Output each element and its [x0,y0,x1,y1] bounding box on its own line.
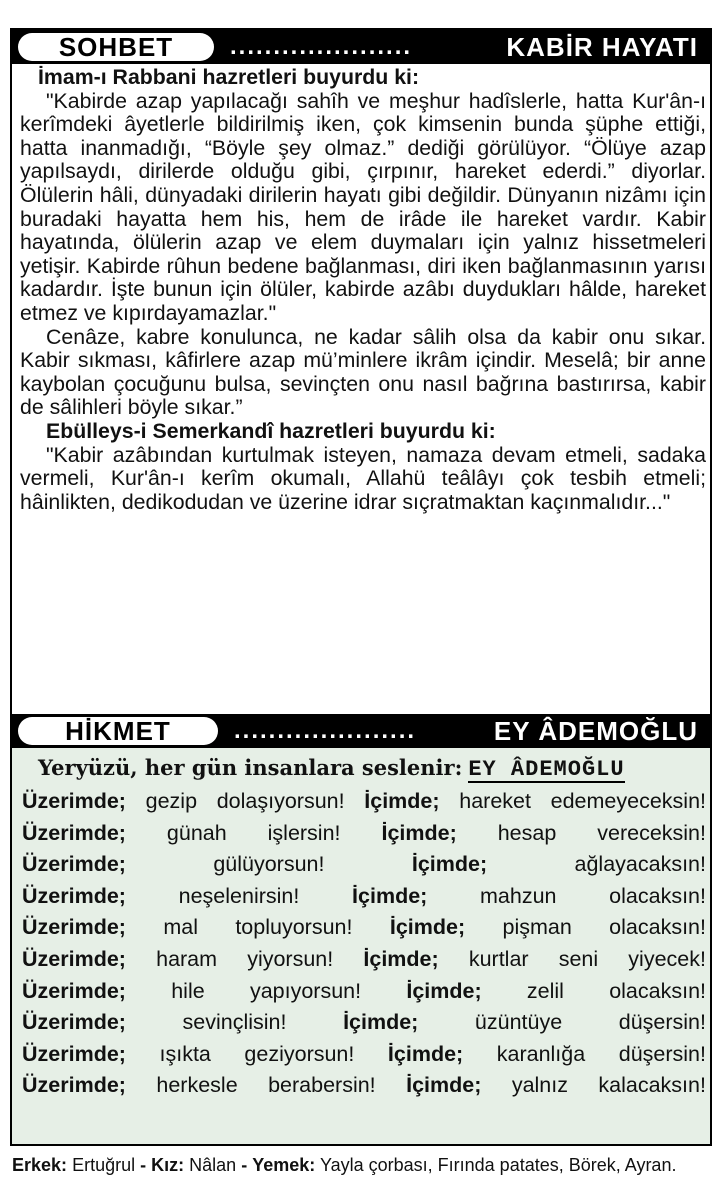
line-text-surface: hile yapıyorsun! [171,978,362,1003]
lead-tag: EY ÂDEMOĞLU [468,757,625,782]
keyword-icimde: İçimde; [411,852,488,877]
line-text-surface: neşelenirsin! [178,883,300,908]
footer-line [12,1152,716,1178]
keyword-icimde: İçimde; [352,883,428,908]
line-text-surface: gülüyorsun! [213,852,325,877]
keyword-uzerimde: Üzerimde; [22,946,126,971]
hikmet-header-bar [12,714,710,748]
quote-intro-imam-rabbani: İmam-ı Rabbani hazretleri buyurdu ki: [38,65,420,89]
erkek-value: Ertuğrul [72,1155,136,1175]
hikmet-line [22,1007,706,1039]
line-text-inside: hareket edemeyeceksin! [459,789,706,813]
keyword-uzerimde: Üzerimde; [22,1073,126,1098]
keyword-uzerimde: Üzerimde; [22,915,126,940]
lead-text: Yeryüzü, her gün insanlara seslenir: [38,755,463,780]
line-text-inside: hesap vereceksin! [497,820,706,845]
keyword-uzerimde: Üzerimde; [22,1041,126,1066]
hikmet-line [22,944,706,976]
hikmet-line [22,849,706,881]
keyword-icimde: İçimde; [406,1073,482,1098]
hikmet-line [22,1039,706,1071]
hikmet-label: HİKMET [18,717,218,745]
yemek-value: Yayla çorbası, Fırında patates, Börek, Ayran. [319,1155,677,1175]
keyword-uzerimde: Üzerimde; [22,852,126,877]
line-text-inside: zelil olacaksın! [526,978,706,1003]
section-title-kabir-hayati: KABİR HAYATI [506,32,698,62]
line-text-inside: karanlığa düşersin! [496,1041,706,1066]
paragraph-2: Cenâze, kabre konulunca, ne kadar sâlih olsa da kabir onu sıkar. Kabir sıkması, kâfirlere azap mü’minlere ikrâm içindir. Meselâ; bir anne kaybolan çocuğunu bulsa, sevinçten onu nasıl bağrına bastırırsa, kabir de sâlihleri böyle sıkar.” [20,324,706,420]
keyword-uzerimde: Üzerimde; [22,789,126,813]
sohbet-header-bar [12,30,710,64]
separator: - [241,1155,248,1175]
line-text-surface: herkesle berabersin! [156,1073,376,1098]
keyword-icimde: İçimde; [381,820,457,845]
line-text-inside: yalnız kalacaksın! [511,1073,706,1098]
quote-intro-ebulleys: Ebülleys-i Semerkandî hazretleri buyurdu ki: [46,418,496,443]
keyword-uzerimde: Üzerimde; [22,820,126,845]
yemek-label: Yemek: [252,1155,316,1175]
line-text-surface: gezip dolaşıyorsun! [145,789,345,813]
keyword-uzerimde: Üzerimde; [22,978,126,1003]
hikmet-lines [22,786,706,1102]
line-text-surface: mal topluyorsun! [163,915,353,940]
keyword-icimde: İçimde; [387,1041,464,1066]
line-text-inside: ağlayacaksın! [574,852,706,877]
hikmet-line [22,912,706,944]
header-dots: ..................... [234,717,417,744]
line-text-inside: mahzun olacaksın! [480,883,706,908]
keyword-icimde: İçimde; [389,915,466,940]
hikmet-line [22,818,706,850]
keyword-uzerimde: Üzerimde; [22,883,126,908]
hikmet-line [22,881,706,913]
kiz-label: Kız: [151,1155,185,1175]
sohbet-article [20,66,706,514]
paragraph-1: "Kabirde azap yapılacağı sahîh ve meşhur hadîslerle, hatta Kur'ân-ı kerîmdeki âyetlerle bildirilmiş iken, çok kimsenin bunda şüphe ettiği, hatta inanmadığı, “Böyle şey olmaz.” dediği görülüyor. “Ölüye azap yapılsaydı, dirilerde olduğu gibi, çırpınır, hareket ederdi.” diyorlar. Ölülerin hâli, dünyadaki dirilerin hayatı gibi değildir. Dünyanın nizâmı için buradaki hayatta hem his, hem de irâde ile hareket vardır. Kabir hayatında, ölülerin azap ve elem duymaları için yalnız hissetmeleri yetişir. Kabirde rûhun bedene bağlanması, diri iken bağlanmasının yarısı kadardır. İşte bunun için ölüler, kabirde azâbı duydukları hâlde, hareket etmez ve kıpırdayamazlar." [20,88,706,325]
keyword-icimde: İçimde; [406,978,482,1003]
separator: - [140,1155,147,1175]
erkek-label: Erkek: [12,1155,68,1175]
line-text-surface: sevinçlisin! [182,1010,287,1035]
sohbet-label: SOHBET [18,33,214,61]
kiz-value: Nâlan [189,1155,237,1175]
line-text-inside: üzüntüye düşersin! [474,1010,706,1035]
line-text-surface: ışıkta geziyorsun! [159,1041,355,1066]
paragraph-3: "Kabir azâbından kurtulmak isteyen, namaza devam etmeli, sadaka vermeli, Kur'ân-ı kerîm okumalı, Allahü teâlâyı çok tesbih etmeli; hâinlikten, dedikodudan ve üzerine idrar sıçratmaktan kaçınmalıdır..." [20,442,706,514]
hikmet-line [22,786,706,818]
keyword-icimde: İçimde; [363,946,439,971]
line-text-inside: kurtlar seni yiyecek! [468,946,706,971]
section-title-ey-ademoglu: EY ÂDEMOĞLU [493,716,698,746]
line-text-surface: haram yiyorsun! [156,946,334,971]
header-dots: ..................... [230,33,413,60]
keyword-icimde: İçimde; [343,1010,419,1035]
keyword-uzerimde: Üzerimde; [22,1010,126,1035]
hikmet-line [22,1070,706,1102]
line-text-surface: günah işlersin! [166,820,341,845]
hikmet-lead [38,754,708,783]
line-text-inside: pişman olacaksın! [502,915,706,940]
keyword-icimde: İçimde; [364,789,440,813]
hikmet-line [22,976,706,1008]
